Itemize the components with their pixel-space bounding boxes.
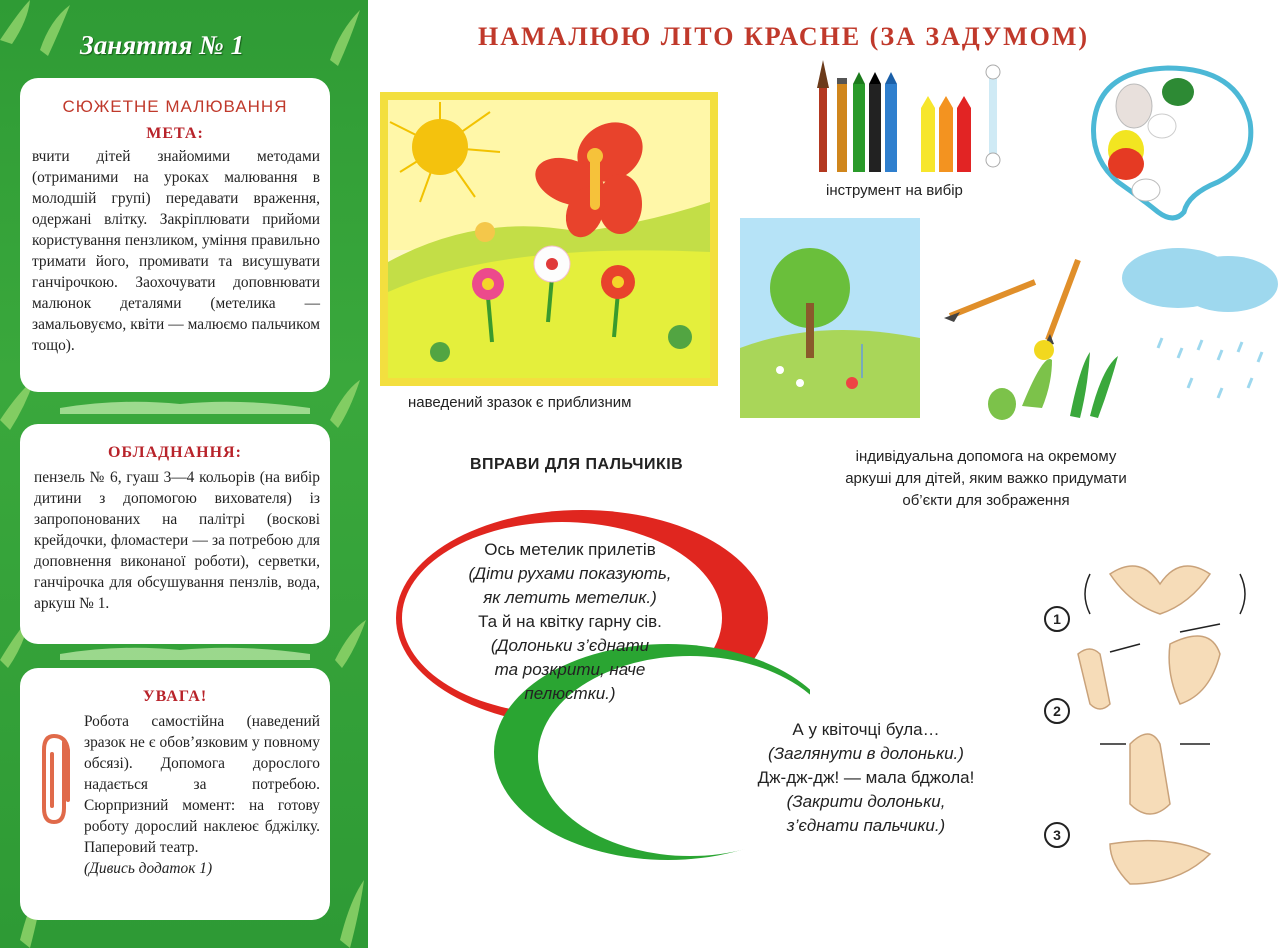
attention-card xyxy=(20,668,330,920)
poem1-line-1: Ось метелик прилетів xyxy=(484,540,656,559)
step-number-3: 3 xyxy=(1044,822,1070,848)
sidebar xyxy=(0,0,368,948)
summer-meadow-illustration xyxy=(380,92,718,386)
brushes-grass-illustration xyxy=(940,256,1130,428)
help-caption xyxy=(812,446,1160,512)
tools-caption: інструмент на вибір xyxy=(826,182,963,199)
page-title: НАМАЛЮЮ ЛІТО КРАСНЕ (ЗА ЗАДУМОМ) xyxy=(478,22,1090,51)
art-tools-illustration xyxy=(805,58,1010,178)
goal-heading: МЕТА: xyxy=(146,125,204,142)
hand-gestures-illustration xyxy=(1070,544,1270,924)
drawing-type: СЮЖЕТНЕ МАЛЮВАННЯ xyxy=(62,97,288,116)
poem2-line-4: (Закрити долоньки, xyxy=(786,792,946,811)
step-number-2: 2 xyxy=(1044,698,1070,724)
poem1-line-4: Та й на квітку гарну сів. xyxy=(478,612,662,631)
hands-butterfly-icon xyxy=(1110,566,1210,614)
sample-caption: наведений зразок є приблизним xyxy=(408,394,632,411)
help-caption-line-2: аркуші для дітей, яким важко придумати xyxy=(845,470,1127,487)
attention-text: Робота самостійна (наведений зразок не є обов’язковим у повному обсязі). Допомога дорослого надається за потребою. Сюрпризний момент: на готову роботу дорослий наклеює бджілку. Паперовий театр. xyxy=(84,713,320,856)
poem1-line-3: як летить метелик.) xyxy=(483,588,657,607)
help-example-illustration xyxy=(740,218,920,418)
goal-text: вчити дітей знайомими методами (отриманими на уроках малювання в молодшій групі) передавати враження, одержані влітку. Закріплювати прийоми користування пензликом, уміння правильно тримати його, промивати та висушувати ганчірочкою. Заохочувати доповнювати малюнок деталями (метелика — замальовуємо, квіти — малюємо пальчиком тощо). xyxy=(32,148,320,354)
appendix-note: (Дивись додаток 1) xyxy=(84,860,213,877)
sample-picture xyxy=(380,92,718,386)
goal-card xyxy=(20,78,330,392)
equipment-heading: ОБЛАДНАННЯ: xyxy=(108,444,242,461)
poem-butterfly xyxy=(432,538,708,706)
poem-bee xyxy=(722,718,1010,838)
poem2-line-3: Дж-дж-дж! — мала бджола! xyxy=(757,768,975,787)
lesson-title: Заняття № 1 xyxy=(80,30,245,60)
poem1-line-7: пелюстки.) xyxy=(524,684,616,703)
equipment-text: пензель № 6, гуаш 3—4 кольорів (на вибір дитини з допомогою вихователя) із запропонованих на палітрі (воскові крейдочки, фломастери — за потребою для доповнення виконаної роботи), серветки, ганчірочка для обсушування пензлів, вода, аркуш № 1. xyxy=(34,469,320,612)
equipment-card xyxy=(20,424,330,644)
step-number-1: 1 xyxy=(1044,606,1070,632)
poem2-line-5: з’єднати пальчики.) xyxy=(786,816,946,835)
palette-icon xyxy=(1088,62,1258,222)
poem1-line-5: (Долоньки з’єднати xyxy=(490,636,650,655)
poem2-line-2: (Заглянути в долоньки.) xyxy=(768,744,964,763)
help-caption-line-1: індивідуальна допомога на окремому xyxy=(855,448,1117,465)
poem2-line-1: А у квіточці була… xyxy=(792,720,940,739)
paperclip-icon xyxy=(38,730,78,830)
poem1-line-2: (Діти рухами показують, xyxy=(468,564,672,583)
help-caption-line-3: об’єкти для зображення xyxy=(902,492,1070,509)
finger-exercises-title: ВПРАВИ ДЛЯ ПАЛЬЧИКІВ xyxy=(470,456,684,473)
poem1-line-6: та розкрити, наче xyxy=(494,660,646,679)
cloud-rain-illustration xyxy=(1118,238,1280,418)
attention-heading: УВАГА! xyxy=(142,688,208,705)
